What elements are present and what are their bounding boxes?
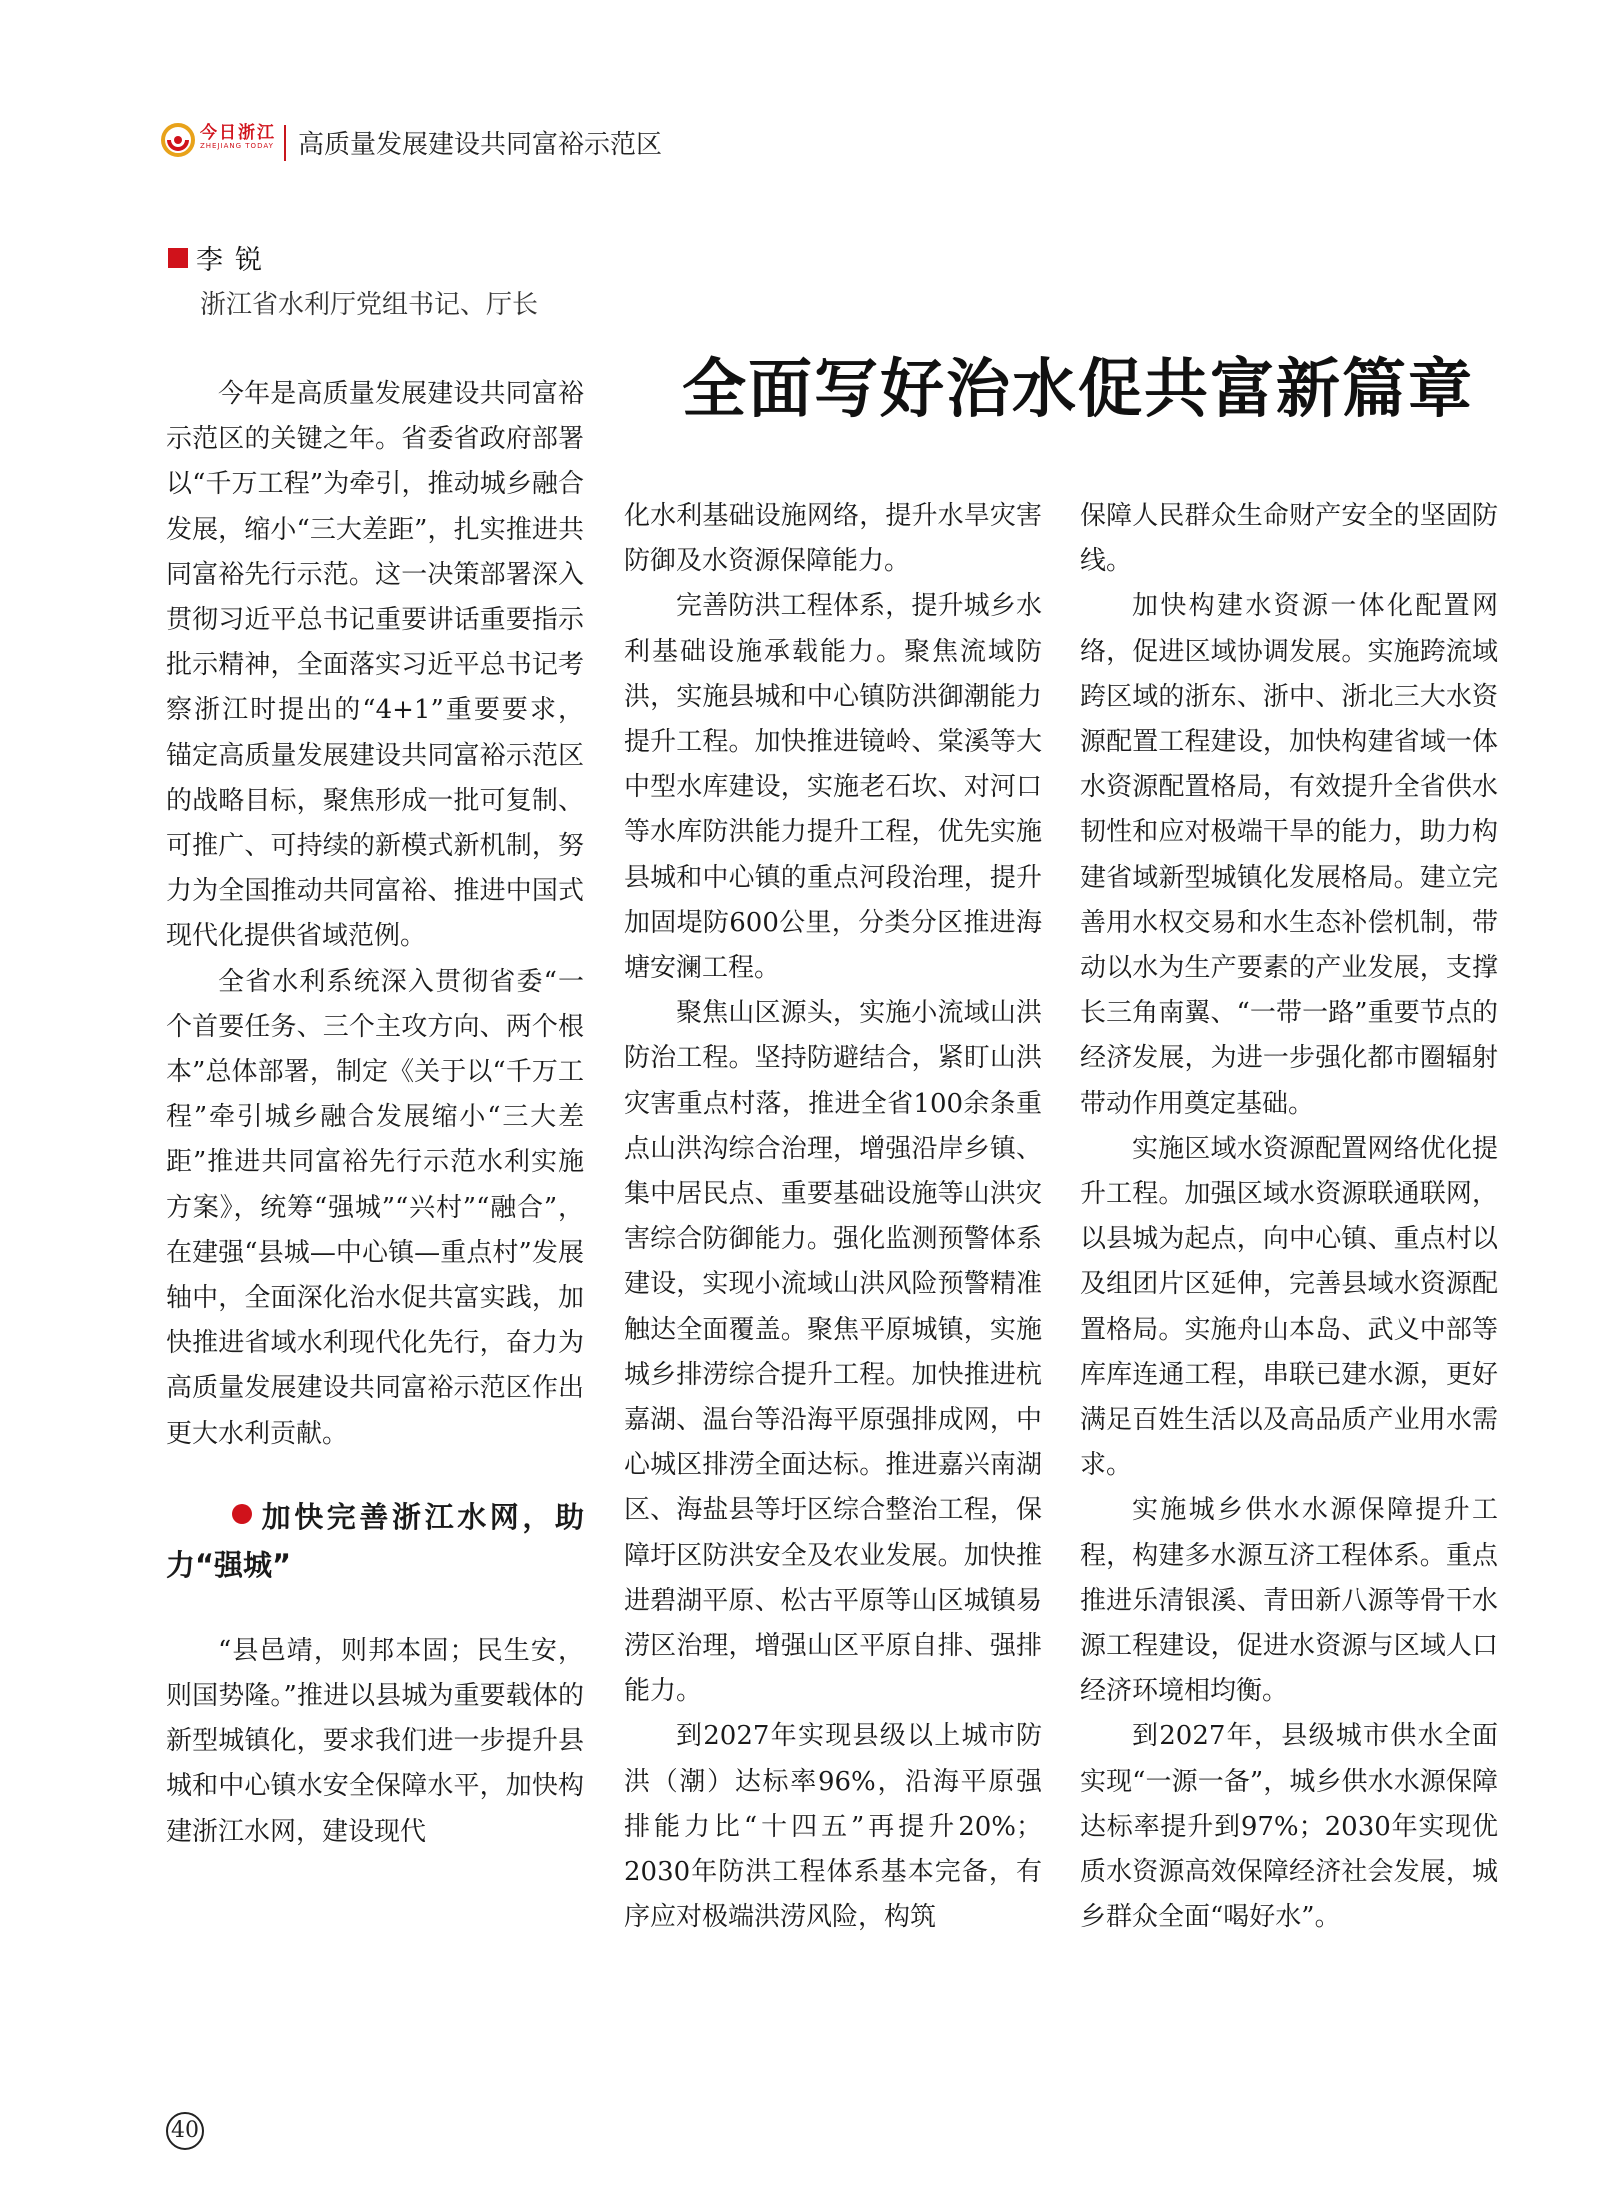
paragraph: 保障人民群众生命财产安全的坚固防线。	[1080, 501, 1498, 577]
logo-subtext: ZHEJIANG TODAY	[200, 142, 274, 150]
author-role: 浙江省水利厅党组书记、厅长	[200, 290, 539, 320]
paragraph-body: 聚焦流域防洪，实施县城和中心镇防洪御潮能力提升工程。加快推进镜岭、棠溪等大中型水库建设，实施老石坎、对河口等水库防洪能力提升工程，优先实施县城和中心镇的重点河段治理，提升加固堤防600公里，分类分区推进海塘安澜工程。	[624, 636, 1042, 984]
paragraph-lead: 完善防洪工程体系，提升城乡水利基础设施承载能力。	[624, 591, 1042, 667]
section-heading	[166, 1493, 584, 1589]
paragraph-lead: 加快构建水资源一体化配置网络，促进区域协调发展。	[1080, 591, 1498, 667]
author-marker-icon	[168, 248, 188, 268]
paragraph: 全省水利系统深入贯彻省委“一个首要任务、三个主攻方向、两个根本”总体部署，制定《关于以“千万工程”牵引城乡融合发展缩小“三大差距”推进共同富裕先行示范水利实施方案》，统筹“强城”“兴村”“融合”，在建强“县城—中心镇—重点村”发展轴中，全面深化治水促共富实践，加快推进省域水利现代化先行，奋力为高质量发展建设共同富裕示范区作出更大水利贡献。	[166, 966, 584, 1449]
author-byline	[168, 238, 274, 277]
paragraph: 化水利基础设施网络，提升水旱灾害防御及水资源保障能力。	[624, 501, 1042, 577]
paragraph-body: 实施跨流域跨区域的浙东、浙中、浙北三大水资源配置工程建设，加快构建省域一体水资源配置格局，有效提升全省供水韧性和应对极端干旱的能力，助力构建省域新型城镇化发展格局。建立完善用水权交易和水生态补偿机制，带动以水为生产要素的产业发展，支撑长三角南翼、“一带一路”重要节点的经济发展，为进一步强化都市圈辐射带动作用奠定基础。	[1080, 636, 1498, 1119]
author-name: 李锐	[196, 245, 274, 276]
paragraph: “县邑靖，则邦本固；民生安，则国势隆。”推进以县城为重要载体的新型城镇化，要求我们进一步提升县城和中心镇水安全保障水平，加快构建浙江水网，建设现代	[166, 1635, 584, 1847]
paragraph: 聚焦山区源头，实施小流域山洪防治工程。坚持防避结合，紧盯山洪灾害重点村落，推进全省100余条重点山洪沟综合治理，增强沿岸乡镇、集中居民点、重要基础设施等山洪灾害综合防御能力。强化监测预警体系建设，实现小流域山洪风险预警精准触达全面覆盖。聚焦平原城镇，实施城乡排涝综合提升工程。加快推进杭嘉湖、温台等沿海平原强排成网，中心城区排涝全面达标。推进嘉兴南湖区、海盐县等圩区综合整治工程，保障圩区防洪安全及农业发展。加快推进碧湖平原、松古平原等山区城镇易涝区治理，增强山区平原自排、强排能力。	[624, 998, 1042, 1707]
paragraph	[624, 584, 1042, 991]
section-heading-text: 加快完善浙江水网，助力“强城”	[166, 1499, 584, 1582]
bullet-dot-icon	[232, 1504, 252, 1524]
article-column-1	[166, 372, 584, 1855]
article-column-3	[1080, 494, 1498, 1941]
paragraph: 到2027年，县级城市供水全面实现“一源一备”，城乡供水水源保障达标率提升到97%；2030年实现优质水资源高效保障经济社会发展，城乡群众全面“喝好水”。	[1080, 1721, 1498, 1933]
paragraph: 今年是高质量发展建设共同富裕示范区的关键之年。省委省政府部署以“千万工程”为牵引，推动城乡融合发展，缩小“三大差距”，扎实推进共同富裕先行示范。这一决策部署深入贯彻习近平总书记重要讲话重要指示批示精神，全面落实习近平总书记考察浙江时提出的“4+1”重要要求，锚定高质量发展建设共同富裕示范区的战略目标，聚焦形成一批可复制、可推广、可持续的新模式新机制，努力为全国推动共同富裕、推进中国式现代化提供省域范例。	[166, 379, 584, 952]
article-column-2	[624, 494, 1042, 1941]
header-divider	[284, 125, 286, 161]
paragraph: 实施城乡供水水源保障提升工程，构建多水源互济工程体系。重点推进乐清银溪、青田新八源等骨干水源工程建设，促进水资源与区域人口经济环境相均衡。	[1080, 1495, 1498, 1707]
paragraph: 到2027年实现县级以上城市防洪（潮）达标率96%，沿海平原强排能力比“十四五”再提升20%；2030年防洪工程体系基本完备，有序应对极端洪涝风险，构筑	[624, 1721, 1042, 1933]
page-number: 40	[166, 2112, 204, 2150]
section-title: 高质量发展建设共同富裕示范区	[298, 130, 663, 160]
article-headline: 全面写好治水促共富新篇章	[682, 352, 1474, 427]
paragraph: 实施区域水资源配置网络优化提升工程。加强区域水资源联通联网，以县城为起点，向中心镇、重点村以及组团片区延伸，完善县域水资源配置格局。实施舟山本岛、武义中部等库库连通工程，串联已建水源，更好满足百姓生活以及高品质产业用水需求。	[1080, 1133, 1498, 1481]
paragraph	[1080, 584, 1498, 1126]
logo-text: 今日浙江	[200, 123, 276, 143]
